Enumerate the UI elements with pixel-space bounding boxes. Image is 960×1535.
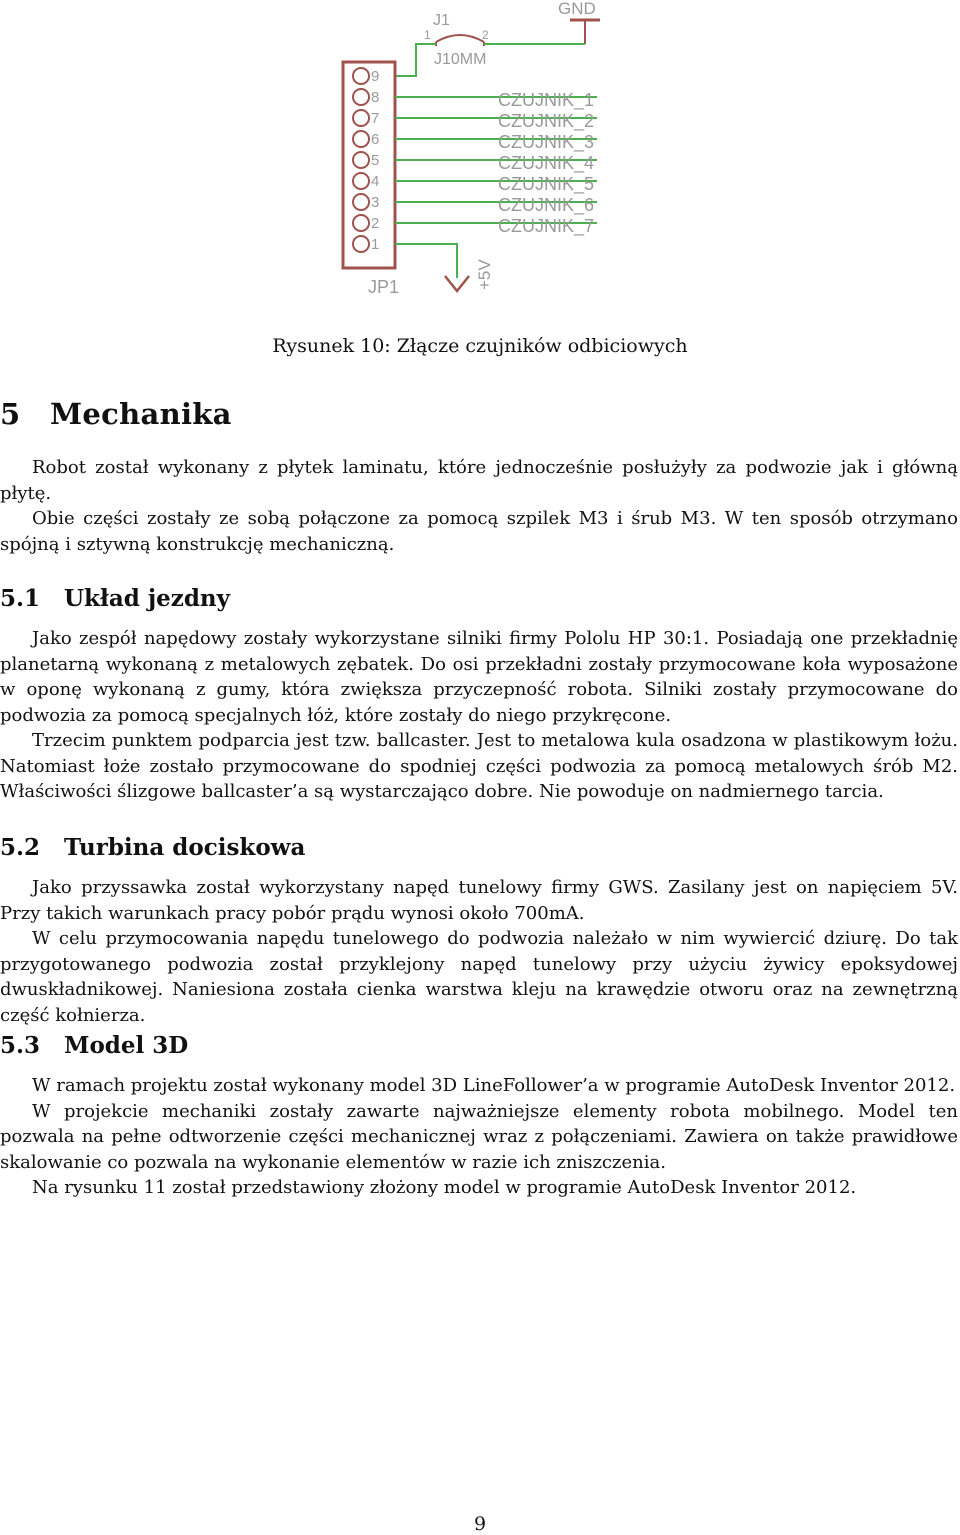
pin-9 [353, 68, 369, 84]
connector-schematic [330, 0, 630, 300]
power-label: +5V [475, 259, 494, 290]
pin-label-9: 9 [371, 68, 380, 85]
jumper-bridge [436, 35, 484, 42]
figure-caption: Rysunek 10: Złącze czujników odbiciowych [272, 335, 688, 357]
pin-label-3: 3 [371, 194, 380, 211]
signal-label-1: CZUJNIK_1 [498, 90, 595, 110]
subsection-title: Układ jezdny [64, 585, 231, 612]
paragraph: Jako przyssawka został wykorzystany napęd tunelowy firmy GWS. Zasilany jest on napięciem 5V. Przy takich warunkach pracy pobór prądu wynosi około 700mA. [0, 877, 958, 924]
gnd-symbol [558, 0, 600, 44]
signal-label-2: CZUJNIK_2 [498, 111, 595, 131]
signal-label-6: CZUJNIK_6 [498, 195, 595, 215]
signal-label-5: CZUJNIK_5 [498, 174, 595, 194]
pin-label-8: 8 [371, 89, 380, 106]
signal-label-3: CZUJNIK_3 [498, 132, 595, 152]
gnd-label: GND [558, 0, 596, 18]
signal-label-4: CZUJNIK_4 [498, 153, 595, 173]
paragraph: Robot został wykonany z płytek laminatu, które jednocześnie posłużyły za podwozie jak i główną płytę. [0, 457, 958, 504]
pin-6 [353, 131, 369, 147]
pin-label-6: 6 [371, 131, 380, 148]
jumper-wire [394, 44, 436, 76]
pin-5 [353, 152, 369, 168]
connector-name: JP1 [368, 277, 400, 297]
paragraph: W ramach projektu został wykonany model 3D LineFollower’a w programie AutoDesk Inventor 2012. [32, 1075, 956, 1096]
connector-jp1 [343, 62, 399, 297]
paragraph: W projekcie mechaniki zostały zawarte najważniejsze elementy robota mobilnego. Model ten pozwala na pełne odtworzenie części mechanicznej wraz z połączeniami. Zawiera on także prawidłowe skalowanie co pozwala na wykonanie elementów w razie ich zniszczenia. [0, 1100, 958, 1173]
pin-3 [353, 194, 369, 210]
subsection-number: 5.1 [0, 585, 41, 612]
pin-label-7: 7 [371, 110, 380, 127]
paragraph: Trzecim punktem podparcia jest tzw. ballcaster. Jest to metalowa kula osadzona w plastikowym łożu. Natomiast łoże zostało przymocowane do spodniej części podwozia za pomocą metalowych śrób M2. Właściwości ślizgowe ballcaster’a są wystarczająco dobre. Nie powoduje on nadmiernego tarcia. [0, 730, 958, 802]
pin-label-1: 1 [371, 236, 380, 253]
signal-label-7: CZUJNIK_7 [498, 216, 595, 236]
pin-8 [353, 89, 369, 105]
pin-label-4: 4 [371, 173, 380, 190]
paragraph: W celu przymocowania napędu tunelowego do podwozia należało w nim wywiercić dziurę. Do tak przygotowanego podwozia został przyklejony napęd tunelowy przy użyciu żywicy epoksydowej dwuskładnikowej. Naniesiona została cienka warstwa kleju na krawędzie otworu oraz na zewnętrzną część kołnierza. [0, 928, 958, 1026]
signal-labels [498, 90, 594, 237]
pin-label-2: 2 [371, 215, 380, 232]
power-wire [395, 244, 457, 278]
subsection-body [0, 1073, 958, 1201]
subsection-body [0, 875, 958, 1028]
section-title: Mechanika [50, 397, 232, 431]
subsection-heading [0, 1032, 188, 1059]
jumper-name: J1 [433, 12, 450, 29]
subsection-heading [0, 834, 305, 861]
pin-1 [353, 236, 369, 252]
section-intro [0, 455, 958, 557]
subsection-title: Turbina dociskowa [64, 834, 306, 861]
subsection-heading [0, 585, 230, 612]
jumper-j1 [424, 12, 489, 68]
jumper-pin-right: 2 [482, 28, 489, 42]
paragraph: Na rysunku 11 został przedstawiony złożony model w programie AutoDesk Inventor 2012. [32, 1177, 857, 1198]
paragraph: Obie części zostały ze sobą połączone za pomocą szpilek M3 i śrub M3. W ten sposób otrzymano spójną i sztywną konstrukcję mechaniczną. [0, 508, 958, 555]
power-arrow [445, 276, 469, 291]
subsection-number: 5.2 [0, 834, 41, 861]
jumper-type: J10MM [434, 51, 487, 68]
subsection-body [0, 626, 958, 805]
pin-2 [353, 215, 369, 231]
subsection-title: Model 3D [64, 1032, 189, 1059]
pin-7 [353, 110, 369, 126]
subsection-number: 5.3 [0, 1032, 41, 1059]
page-number: 9 [473, 1513, 487, 1535]
pin-label-5: 5 [371, 152, 380, 169]
pin-4 [353, 173, 369, 189]
paragraph: Jako zespół napędowy zostały wykorzystane silniki firmy Pololu HP 30:1. Posiadają one przekładnię planetarną wykonaną z metalowych zębatek. Do osi przekładni zostały przymocowane koła wyposażone w oponę wykonaną z gumy, która zwiększa przyczepność robota. Silniki zostały przymocowane do podwozia za pomocą specjalnych łóż, które zostały do niego przykręcone. [0, 628, 958, 726]
section-heading [0, 397, 232, 431]
jumper-pin-left: 1 [424, 28, 431, 42]
section-number: 5 [0, 397, 21, 431]
